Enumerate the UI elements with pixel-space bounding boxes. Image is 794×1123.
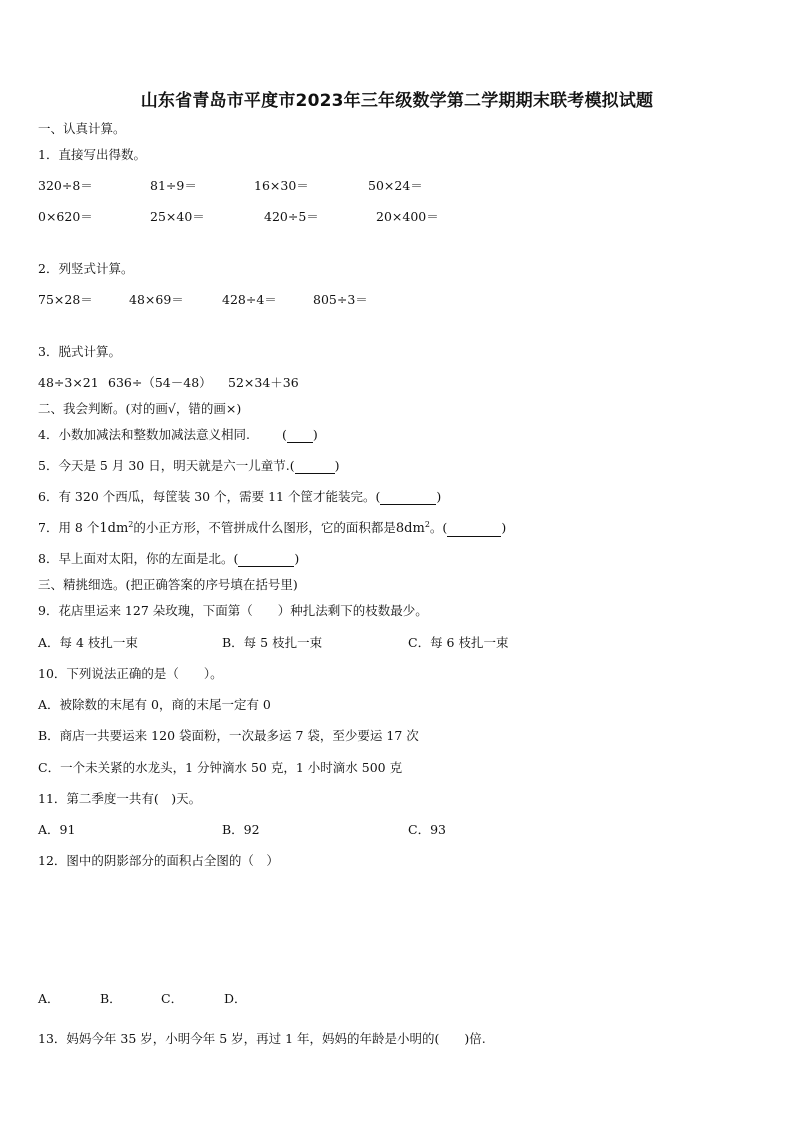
expression: 48×69＝ [129,292,184,307]
question-3-stem: 3．脱式计算。 [38,344,121,359]
question-4-text: 4．小数加减法和整数加减法意义相同. [38,427,250,442]
expression: 52×34＋36 [228,375,299,390]
expression: 420÷5＝ [264,209,319,224]
option-a[interactable]: A．被除数的末尾有 0，商的末尾一定有 0 [38,697,271,712]
answer-blank[interactable] [295,461,335,474]
answer-blank[interactable] [238,554,294,567]
expression: 0×620＝ [38,209,93,224]
expression: 636÷（54－48） [108,375,212,390]
answer-blank[interactable] [287,430,313,443]
option-c[interactable]: C．每 6 枝扎一束 [408,635,509,650]
expression: 428÷4＝ [222,292,277,307]
question-10-stem: 10．下列说法正确的是（ ）。 [38,666,223,681]
question-13-stem: 13．妈妈今年 35 岁，小明今年 5 岁，再过 1 年，妈妈的年龄是小明的( )倍. [38,1031,486,1046]
question-8-text: 8．早上面对太阳，你的左面是北。 [38,551,234,566]
option-b[interactable]: B． [100,991,122,1006]
expression: 320÷8＝ [38,178,93,193]
question-4: 4．小数加减法和整数加减法意义相同. ( ) [38,427,318,442]
section-heading-3: 三、精挑细选。(把正确答案的序号填在括号里) [38,577,298,592]
question-6-text: 6．有 320 个西瓜，每筐装 30 个，需要 11 个筐才能装完。 [38,489,376,504]
question-6: 6．有 320 个西瓜，每筐装 30 个，需要 11 个筐才能装完。( ) [38,489,442,504]
expression: 25×40＝ [150,209,205,224]
question-12-stem: 12．图中的阴影部分的面积占全图的（ ） [38,853,279,868]
answer-blank[interactable] [380,492,436,505]
expression: 75×28＝ [38,292,93,307]
option-d[interactable]: D． [224,991,247,1006]
expression: 16×30＝ [254,178,309,193]
option-c[interactable]: C．一个未关紧的水龙头，1 分钟滴水 50 克，1 小时滴水 500 克 [38,760,403,775]
question-7: 7．用 8 个$1dm^2$的小正方形，不管拼成什么图形，它的面积都是$8dm^2$。( ) [38,520,507,536]
section-heading-1: 一、认真计算。 [38,121,126,136]
page-title: 山东省青岛市平度市2023年三年级数学第二学期期末联考模拟试题 [140,91,654,111]
option-b[interactable]: B．每 5 枝扎一束 [222,635,323,650]
question-5: 5．今天是 5 月 30 日，明天就是六一儿童节.( ) [38,458,340,473]
option-b[interactable]: B．92 [222,822,260,837]
option-a[interactable]: A．91 [38,822,76,837]
question-11-stem: 11．第二季度一共有( )天。 [38,791,202,806]
expression: 50×24＝ [368,178,423,193]
expression: 805÷3＝ [313,292,368,307]
option-a[interactable]: A．每 4 枝扎一束 [38,635,138,650]
question-2-stem: 2．列竖式计算。 [38,261,134,276]
option-b[interactable]: B．商店一共要运来 120 袋面粉，一次最多运 7 袋，至少要运 17 次 [38,728,419,743]
expression: 48÷3×21 [38,375,99,390]
section-heading-2: 二、我会判断。(对的画√，错的画×) [38,401,242,416]
answer-blank[interactable] [447,524,501,537]
question-9-stem: 9．花店里运来 127 朵玫瑰，下面第（ ）种扎法剩下的枝数最少。 [38,603,428,618]
option-c[interactable]: C． [161,991,184,1006]
expression: 81÷9＝ [150,178,197,193]
unit-dm2: 1dm [99,521,129,536]
question-5-text: 5．今天是 5 月 30 日，明天就是六一儿童节. [38,458,290,473]
option-a[interactable]: A． [38,991,60,1006]
option-c[interactable]: C．93 [408,822,446,837]
question-1-stem: 1．直接写出得数。 [38,147,146,162]
expression: 20×400＝ [376,209,439,224]
unit-dm2: 8dm [395,521,425,536]
question-8: 8．早上面对太阳，你的左面是北。( ) [38,551,300,566]
